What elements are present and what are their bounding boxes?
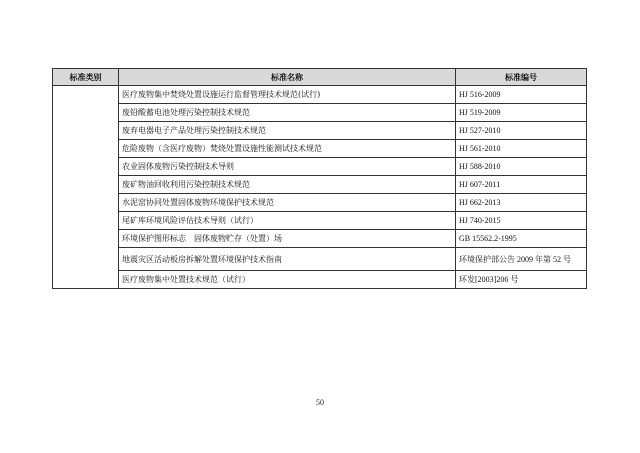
standard-name-cell: 农业固体废物污染控制技术导则 xyxy=(119,158,456,176)
category-cell xyxy=(53,86,119,289)
standard-name-cell: 废铅酸蓄电池处理污染控制技术规范 xyxy=(119,104,456,122)
standard-name-cell: 医疗废物集中焚烧处置设施运行监督管理技术规范(试行) xyxy=(119,86,456,104)
table-row xyxy=(53,104,587,122)
table-row xyxy=(53,230,587,248)
standard-code-cell: HJ 662-2013 xyxy=(456,194,587,212)
standard-name-cell: 地震灾区活动板房拆解处置环境保护技术指南 xyxy=(119,248,456,271)
standard-code-cell: HJ 588-2010 xyxy=(456,158,587,176)
standard-code-cell: HJ 516-2009 xyxy=(456,86,587,104)
standard-code-cell: HJ 561-2010 xyxy=(456,140,587,158)
standard-name-cell: 医疗废物集中处置技术规范（试行） xyxy=(119,271,456,289)
header-category: 标准类别 xyxy=(53,69,119,86)
standard-code-cell: GB 15562.2-1995 xyxy=(456,230,587,248)
table-row xyxy=(53,176,587,194)
standard-code-cell: HJ 740-2015 xyxy=(456,212,587,230)
standard-name-cell: 危险废物（含医疗废物）焚烧处置设施性能测试技术规范 xyxy=(119,140,456,158)
standard-code-cell: 环发[2003]206 号 xyxy=(456,271,587,289)
table-row xyxy=(53,140,587,158)
standard-name-cell: 废矿物油回收利用污染控制技术规范 xyxy=(119,176,456,194)
standard-code-cell: 环境保护部公告 2009 年第 52 号 xyxy=(456,248,587,271)
standard-name-cell: 废弃电器电子产品处理污染控制技术规范 xyxy=(119,122,456,140)
table-row xyxy=(53,86,587,104)
header-standard-name: 标准名称 xyxy=(119,69,456,86)
standard-name-cell: 环境保护图形标志 固体废物贮存（处置）场 xyxy=(119,230,456,248)
standard-name-cell: 水泥窑协同处置固体废物环境保护技术规范 xyxy=(119,194,456,212)
table-header-row xyxy=(53,69,587,86)
table-row xyxy=(53,248,587,271)
table-row xyxy=(53,122,587,140)
standard-code-cell: HJ 519-2009 xyxy=(456,104,587,122)
table-row xyxy=(53,194,587,212)
standard-code-cell: HJ 527-2010 xyxy=(456,122,587,140)
table-row xyxy=(53,158,587,176)
table-row xyxy=(53,212,587,230)
standard-code-cell: HJ 607-2011 xyxy=(456,176,587,194)
header-standard-code: 标准编号 xyxy=(456,69,587,86)
page-number: 50 xyxy=(316,398,324,407)
standards-table xyxy=(52,68,587,289)
standard-name-cell: 尾矿库环境风险评估技术导则（试行） xyxy=(119,212,456,230)
table-row xyxy=(53,271,587,289)
